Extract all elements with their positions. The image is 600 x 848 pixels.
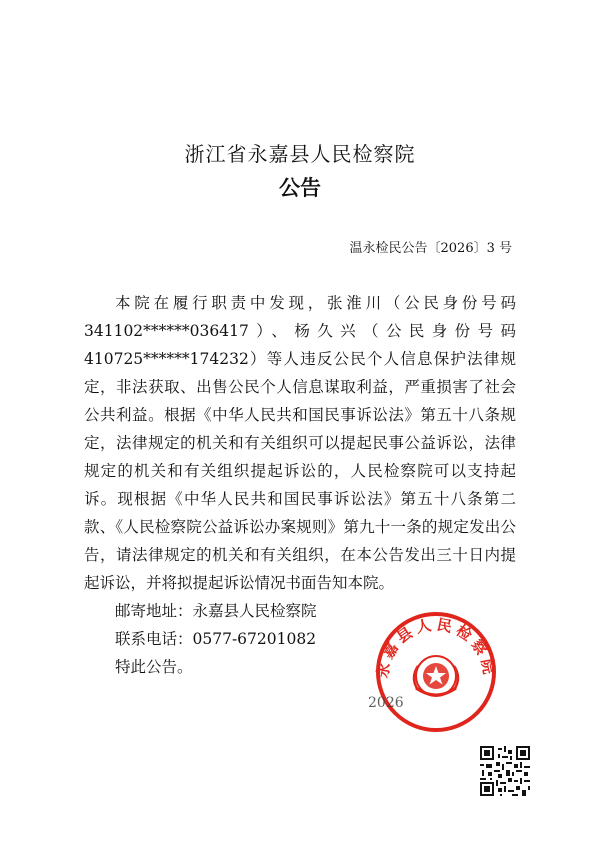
notice-body: [84, 289, 516, 597]
seal-date: 2026: [368, 695, 404, 711]
mailing-address: 邮寄地址：永嘉县人民检察院: [115, 602, 317, 620]
document-title: 公告: [279, 176, 321, 200]
closing-line: 特此公告。: [115, 658, 193, 676]
body-paragraph: 本院在履行职责中发现，张淮川（公民身份号码341102******036417）、杨久兴（公民身份号码410725******174232）等人违反公民个人信息保护法律规定，非法获取、出售公民个人信息谋取利益，严重损害了社会公共利益。根据《中华人民共和国民事诉讼法》第五十八条规定，法律规定的机关和有关组织可以提起民事公益诉讼，法律规定的机关和有关组织提起诉讼的，人民检察院可以支持起诉。现根据《中华人民共和国民事诉讼法》第五十八条第二款、《人民检察院公益诉讼办案规则》第九十一条的规定发出公告，请法律规定的机关和有关组织，在本公告发出三十日内提起诉讼，并将拟提起诉讼情况书面告知本院。: [84, 294, 516, 592]
qr-code-icon[interactable]: [480, 746, 530, 796]
document-number: 温永检民公告〔2026〕3 号: [349, 241, 512, 256]
official-seal-icon: [366, 606, 506, 736]
contact-phone: 联系电话：0577-67201082: [115, 630, 317, 648]
svg-text:永嘉县人民检察院: 永嘉县人民检察院: [373, 615, 499, 680]
contact-block: [115, 597, 317, 681]
issuing-organization: 浙江省永嘉县人民检察院: [184, 142, 416, 166]
